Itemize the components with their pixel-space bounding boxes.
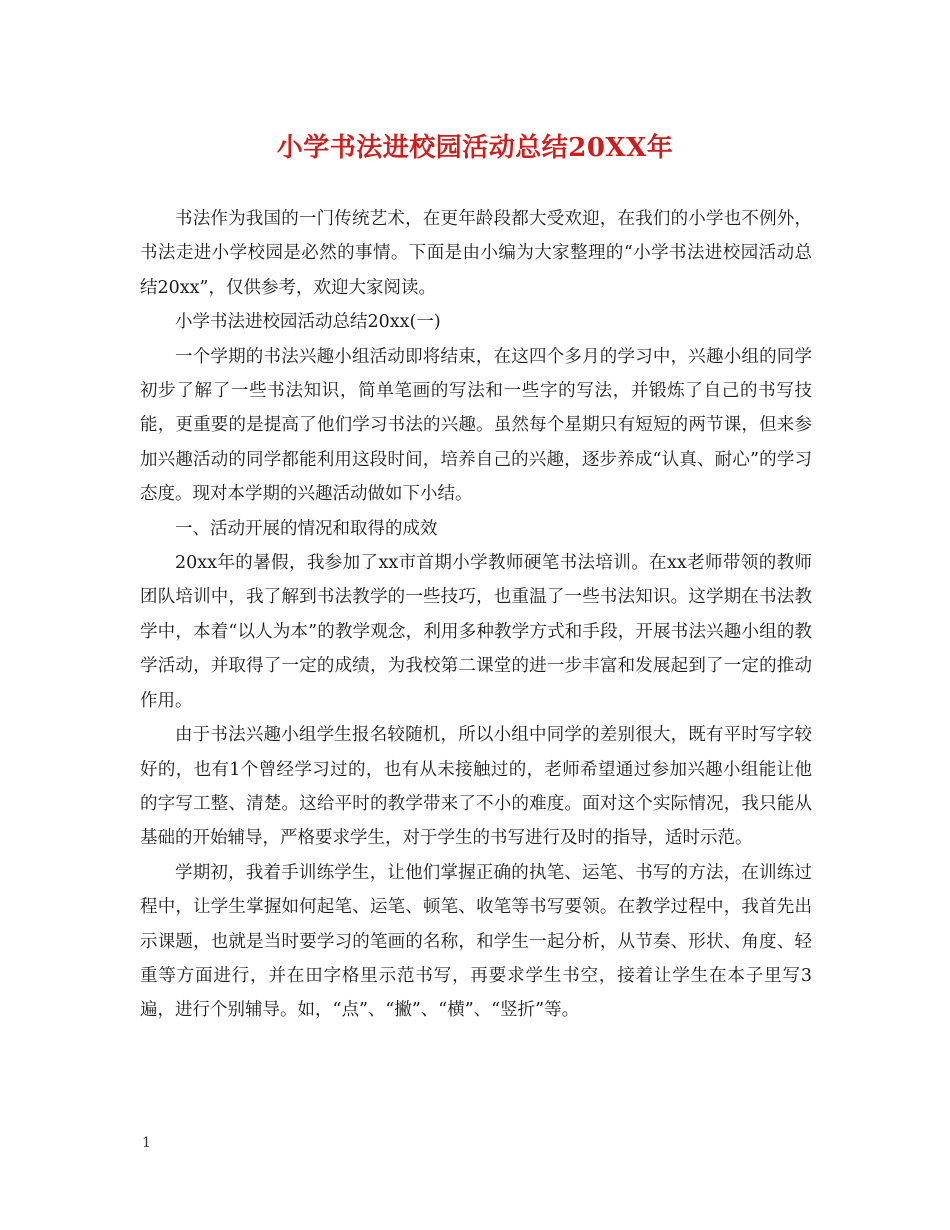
paragraph: 由于书法兴趣小组学生报名较随机，所以小组中同学的差别很大，既有平时写字较好的，也有1个曾经学习过的，也有从未接触过的，老师希望通过参加兴趣小组能让他的字写工整、清楚。这给平时的教学带来了不小的难度。面对这个实际情况，我只能从基础的开始辅导，严格要求学生，对于学生的书写进行及时的指导，适时示范。: [140, 725, 812, 849]
page-number: 1: [142, 1135, 151, 1151]
document-title: 小学书法进校园活动总结20XX年: [276, 133, 674, 163]
section-heading: 一、活动开展的情况和取得的成效: [175, 518, 438, 539]
document-body: [140, 202, 812, 1028]
section-heading: 小学书法进校园活动总结20xx(一): [175, 312, 441, 333]
paragraph: 20xx年的暑假，我参加了xx市首期小学教师硬笔书法培训。在xx老师带领的教师团队培训中，我了解到书法教学的一些技巧，也重温了一些书法知识。这学期在书法教学中，本着“以人为本”的教学观念，利用多种教学方式和手段，开展书法兴趣小组的教学活动，并取得了一定的成绩，为我校第二课堂的进一步丰富和发展起到了一定的推动作用。: [140, 553, 812, 711]
paragraph: 学期初，我着手训练学生，让他们掌握正确的执笔、运笔、书写的方法，在训练过程中，让学生掌握如何起笔、运笔、顿笔、收笔等书写要领。在教学过程中，我首先出示课题，也就是当时要学习的笔画的名称，和学生一起分析，从节奏、形状、角度、轻重等方面进行，并在田字格里示范书写，再要求学生书空，接着让学生在本子里写3遍，进行个别辅导。如，“点”、“撇”、“横”、“竖折”等。: [140, 862, 812, 1021]
paragraph-intro: 书法作为我国的一门传统艺术，在更年龄段都大受欢迎，在我们的小学也不例外，书法走进小学校园是必然的事情。下面是由小编为大家整理的“小学书法进校园活动总结20xx”，仅供参考，欢迎大家阅读。: [140, 209, 812, 298]
paragraph: 一个学期的书法兴趣小组活动即将结束，在这四个多月的学习中，兴趣小组的同学初步了解了一些书法知识，简单笔画的写法和一些字的写法，并锻炼了自己的书写技能，更重要的是提高了他们学习书法的兴趣。虽然每个星期只有短短的两节课，但来参加兴趣活动的同学都能利用这段时间，培养自己的兴趣，逐步养成“认真、耐心”的学习态度。现对本学期的兴趣活动做如下小结。: [140, 346, 812, 505]
